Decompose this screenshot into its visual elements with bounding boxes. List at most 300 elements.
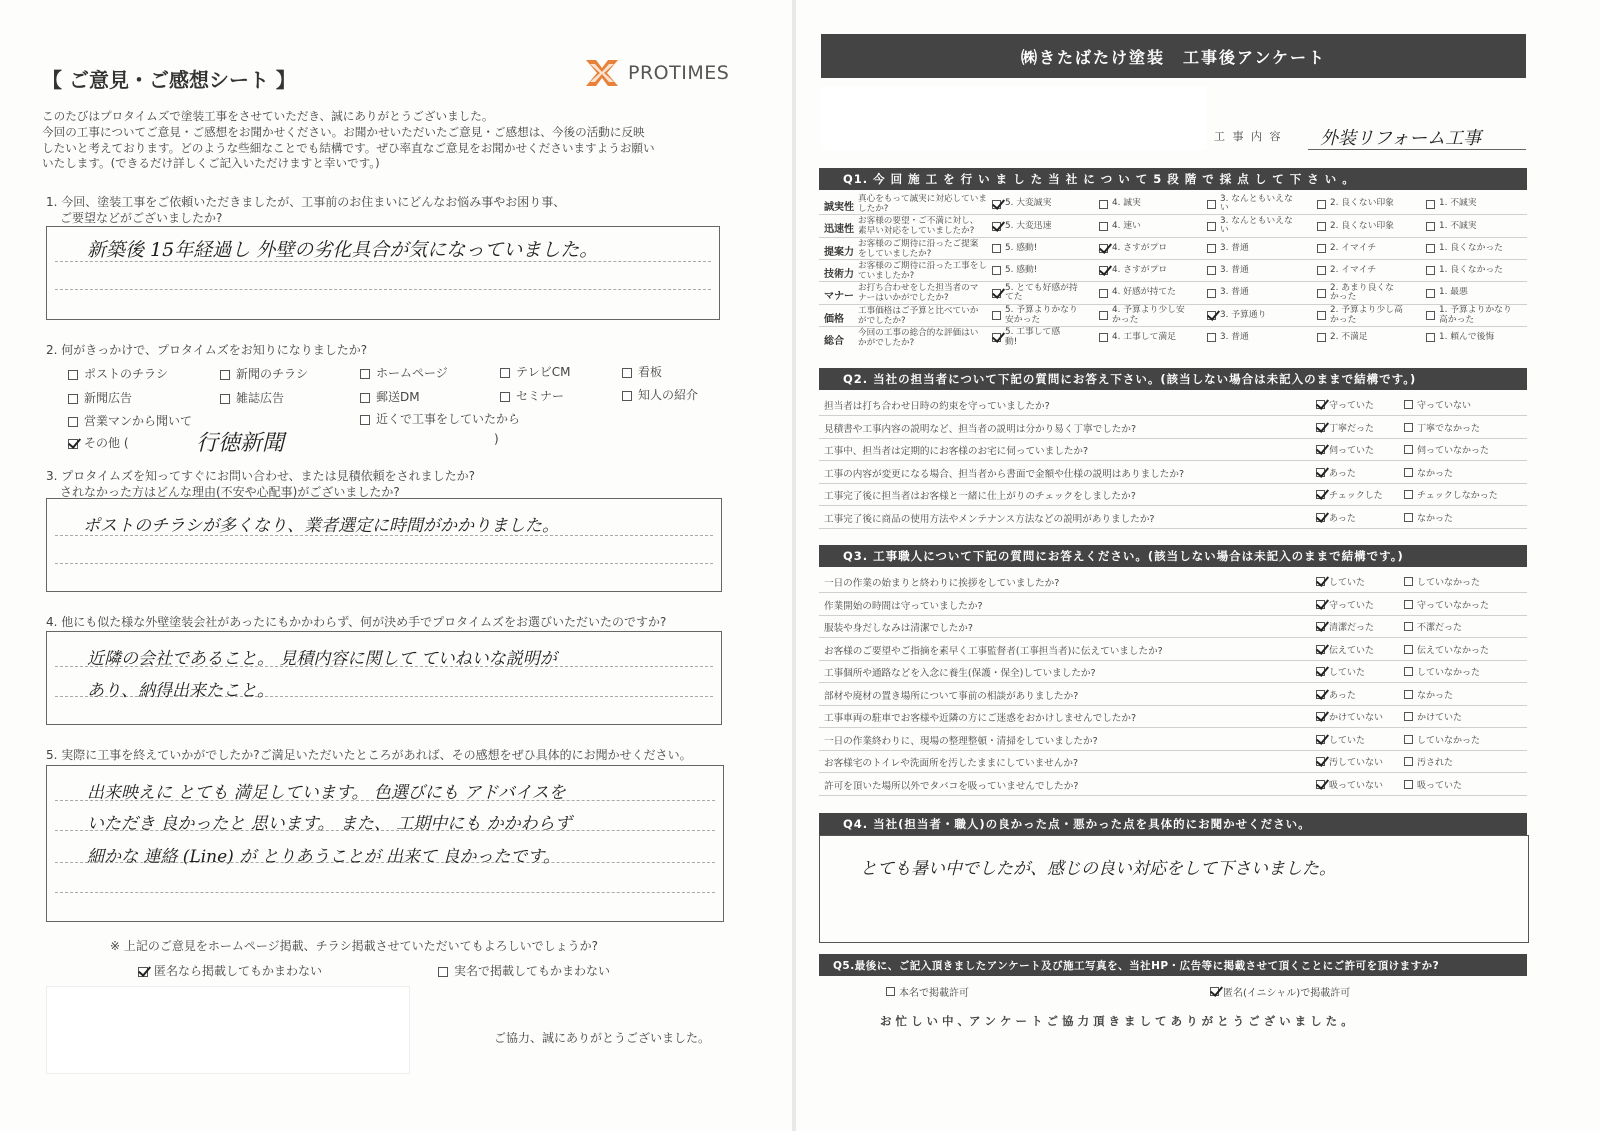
question-3-line1: 3. プロタイムズを知ってすぐにお問い合わせ、または見積依頼をされましたか? (46, 469, 476, 483)
q2-option-tv-cm[interactable] (500, 363, 571, 380)
option-label: 汚していない (1329, 758, 1384, 768)
q3-yes-option[interactable] (1316, 778, 1383, 791)
option-label: 雑誌広告 (236, 391, 285, 405)
option-label: 匿名なら掲載してもかまわない (154, 964, 323, 978)
option-label: なかった (1417, 690, 1454, 701)
q1-rating-option[interactable] (992, 283, 1078, 303)
option-label: 4. 速い (1112, 220, 1141, 231)
q3-question: 服装や身だしなみは清潔でしたか? (824, 623, 973, 634)
q1-rating-option[interactable] (1099, 216, 1141, 236)
checkbox-checked[interactable] (1316, 757, 1325, 766)
question-2: 2. 何がきっかけで、プロタイムズをお知りになりましたか? (46, 343, 368, 357)
row-divider (819, 415, 1527, 416)
q2-question: 担当者は打ち合わせ日時の約束を守っていましたか? (824, 401, 1050, 412)
checkbox[interactable] (360, 369, 370, 379)
answer-5-line2: いただき 良かったと 思います。 また、 工期中にも かかわらず (87, 814, 572, 834)
q3-question: 工事個所や通路などを入念に養生(保護・保全)していましたか? (824, 668, 1096, 679)
q5-option-real-name[interactable] (886, 984, 969, 999)
checkbox-checked[interactable] (1316, 445, 1325, 454)
option-label: 吸っていた (1417, 780, 1463, 791)
checkbox[interactable] (1207, 222, 1216, 231)
q1-rating-option[interactable] (992, 261, 1037, 281)
checkbox[interactable] (1207, 244, 1216, 253)
option-label: 1. 不誠実 (1439, 198, 1477, 209)
q1-rating-option[interactable] (1426, 239, 1503, 259)
q2-option-post-flyer[interactable] (68, 365, 168, 382)
answer-4-line2: あり、納得出来たこと。 (87, 681, 274, 701)
option-label: 守っていた (1329, 401, 1375, 411)
option-label: 4. 予算より少し安 かった (1112, 305, 1185, 325)
checkbox-checked[interactable] (1316, 400, 1325, 409)
checkbox-checked[interactable] (1210, 987, 1219, 996)
q1-question-line: かがでしたか? (858, 337, 915, 348)
row-divider (819, 505, 1527, 506)
checkbox-checked[interactable] (1207, 311, 1216, 320)
answer-5-box[interactable] (46, 765, 724, 922)
left-page (0, 0, 792, 1131)
q2-yes-option[interactable] (1316, 421, 1374, 434)
checkbox[interactable] (622, 368, 632, 378)
option-label: チェックしなかった (1417, 491, 1498, 501)
closing-text: お 忙 し い 中 、ア ン ケ ー ト ご 協 力 頂 き ま し て あ り が と う ご ざ い ま し た 。 (880, 1014, 1353, 1028)
option-label: 1. 良くなかった (1439, 242, 1503, 253)
option-label: 匿名(イニシャル)で掲載許可 (1223, 988, 1351, 999)
q1-question-line: ナーはいかがでしたか? (858, 293, 949, 304)
option-label: 1. 頼んで後悔 (1439, 332, 1495, 343)
option-label: 伝えていた (1329, 645, 1375, 656)
option-label: 1. 不誠実 (1439, 220, 1477, 231)
q1-question-line: したか? (858, 204, 889, 214)
checkbox[interactable] (1404, 690, 1413, 699)
checkbox[interactable] (1207, 200, 1216, 209)
thanks-text: ご協力、誠にありがとうございました。 (494, 1031, 711, 1045)
checkbox[interactable] (1404, 513, 1413, 522)
checkbox-checked[interactable] (1316, 712, 1325, 721)
q1-category: 迅速性 (824, 224, 854, 236)
checkbox-checked[interactable] (1316, 622, 1325, 631)
answer-5-line1: 出来映えに とても 満足しています。 色選びにも アドバイスを (87, 783, 566, 803)
q2-no-option[interactable] (1404, 421, 1480, 434)
checkbox-checked[interactable] (992, 333, 1001, 342)
option-label: 3. なんともいえな い (1220, 193, 1293, 213)
q3-yes-option[interactable] (1316, 710, 1383, 723)
q1-rating-option[interactable] (1426, 283, 1468, 303)
q3-yes-option[interactable] (1316, 575, 1365, 588)
checkbox[interactable] (1404, 468, 1413, 477)
checkbox[interactable] (220, 394, 230, 404)
q1-category: 価格 (824, 313, 844, 325)
q2-option-friend-referral[interactable] (622, 386, 698, 403)
checkbox[interactable] (1317, 222, 1326, 231)
q1-category: 誠実性 (824, 202, 854, 213)
q1-rating-option[interactable] (1317, 328, 1368, 348)
option-label: 守っていない (1417, 401, 1472, 411)
option-label: かけていた (1417, 713, 1463, 723)
checkbox-checked[interactable] (1099, 244, 1108, 253)
q1-rating-option[interactable] (1207, 261, 1249, 281)
option-label: 実名で掲載してもかまわない (454, 964, 611, 978)
q2-no-option[interactable] (1404, 511, 1453, 524)
checkbox[interactable] (68, 394, 78, 404)
checkbox[interactable] (1317, 244, 1326, 253)
row-divider (819, 528, 1527, 529)
q1-rating-option[interactable] (1317, 261, 1376, 281)
q2-question: 見積書や工事内容の説明など、担当者の説明は分かり易く丁寧でしたか? (824, 423, 1137, 435)
q3-no-option[interactable] (1404, 755, 1453, 768)
q2-question: 工事完了後に商品の使用方法やメンテナンス方法などの説明がありましたか? (824, 513, 1155, 525)
option-label: 3. 普通 (1220, 287, 1249, 298)
q2-yes-option[interactable] (1316, 488, 1383, 501)
q3-yes-option[interactable] (1316, 733, 1365, 746)
option-label: 4. 誠実 (1112, 198, 1141, 209)
option-label: 4. 工事して満足 (1112, 332, 1176, 343)
option-label: なかった (1417, 468, 1454, 479)
option-label: 不潔だった (1417, 623, 1463, 633)
option-label: 守っていた (1329, 600, 1375, 611)
option-label: 守っていなかった (1417, 600, 1490, 611)
checkbox[interactable] (68, 370, 78, 380)
sheet-title: 【 ご意見・ご感想シート 】 (42, 68, 296, 92)
checkbox[interactable] (360, 415, 370, 425)
checkbox-checked[interactable] (1316, 468, 1325, 477)
checkbox[interactable] (1099, 222, 1108, 231)
row-divider (819, 237, 1527, 238)
option-label: 5. 予算よりかなり 安かった (1005, 305, 1078, 325)
checkbox[interactable] (1404, 600, 1413, 609)
q2-yes-option[interactable] (1316, 398, 1374, 411)
q2-option-direct-mail[interactable] (360, 388, 420, 405)
q1-rating-option[interactable] (1099, 194, 1141, 214)
option-label: 2. 良くない印象 (1330, 198, 1394, 209)
option-label: 知人の紹介 (638, 388, 699, 402)
checkbox[interactable] (1317, 266, 1326, 275)
q1-question (858, 306, 978, 326)
checkbox[interactable] (1099, 311, 1108, 320)
q2-no-option[interactable] (1404, 443, 1489, 456)
checkbox[interactable] (1404, 445, 1413, 454)
q3-yes-option[interactable] (1316, 688, 1356, 701)
q1-category: マナー (824, 291, 854, 303)
checkbox[interactable] (500, 368, 510, 378)
option-label: 1. 予算よりかなり 高かった (1439, 305, 1512, 325)
checkbox[interactable] (438, 967, 448, 977)
q1-question-line: お打ち合わせをした担当者のマ (858, 283, 979, 294)
checkbox[interactable] (1207, 289, 1216, 298)
checkbox[interactable] (1317, 289, 1326, 298)
option-label: 吸っていない (1329, 780, 1384, 791)
protimes-mark-icon (582, 56, 622, 90)
row-divider (819, 615, 1527, 616)
q2-question: 工事中、担当者は定期的にお客様のお宅に伺っていましたか? (824, 446, 1089, 457)
option-label: 1. 良くなかった (1439, 265, 1503, 276)
row-divider (819, 304, 1527, 305)
q1-rating-option[interactable] (1426, 261, 1503, 281)
q3-no-option[interactable] (1404, 688, 1453, 701)
option-label: 3. 普通 (1220, 265, 1249, 276)
checkbox-checked[interactable] (1316, 513, 1325, 522)
q3-no-option[interactable] (1404, 598, 1489, 611)
work-content-label: 工 事 内 容 (1214, 130, 1283, 143)
q2-other-answer: 行徳新聞 (196, 431, 285, 456)
q1-rating-option[interactable] (1426, 194, 1477, 214)
q1-rating-option[interactable] (1207, 216, 1293, 236)
q1-question-line: がでしたか? (858, 315, 906, 326)
checkbox[interactable] (992, 311, 1001, 320)
checkbox[interactable] (886, 987, 895, 996)
checkbox[interactable] (1404, 400, 1413, 409)
q1-rating-option[interactable] (1317, 306, 1403, 326)
option-label: 丁寧でなかった (1417, 423, 1481, 434)
checkbox[interactable] (1404, 645, 1413, 654)
q1-rating-option[interactable] (1426, 328, 1494, 348)
checkbox-checked[interactable] (1099, 266, 1108, 275)
option-label: 5. とても好感が持 てた (1005, 282, 1078, 303)
checkbox-checked[interactable] (1316, 780, 1325, 789)
q2-option-other[interactable] (68, 434, 129, 451)
checkbox[interactable] (1317, 200, 1326, 209)
q2-option-magazine-ad[interactable] (220, 389, 284, 406)
q2-option-homepage[interactable] (360, 364, 448, 381)
q2-yes-option[interactable] (1316, 511, 1356, 524)
option-label: あった (1329, 468, 1356, 479)
option-label: 4. さすがプロ (1112, 265, 1168, 276)
q1-rating-option[interactable] (992, 216, 1051, 236)
option-label: していなかった (1417, 668, 1481, 678)
checkbox[interactable] (1404, 735, 1413, 744)
checkbox[interactable] (1207, 333, 1216, 342)
checkbox[interactable] (1426, 200, 1435, 209)
option-label: していなかった (1417, 578, 1481, 588)
q1-rating-option[interactable] (1317, 239, 1376, 259)
checkbox-checked[interactable] (1316, 490, 1325, 499)
q3-header: Q3. 工事職人について下記の質問にお答えください。(該当しない場合は未記入のままで結構です。) (819, 545, 1527, 567)
q1-rating-option[interactable] (992, 194, 1051, 214)
checkbox-checked[interactable] (992, 289, 1001, 298)
option-label: 新聞広告 (84, 391, 133, 405)
q3-question: 一日の作業の始まりと終わりに挨拶をしていましたか? (824, 578, 1060, 589)
question-3-line2: されなかった方はどんな理由(不安や心配事)がございましたか? (60, 485, 400, 499)
option-label: 丁寧だった (1329, 423, 1375, 434)
q1-question (858, 261, 987, 281)
q1-rating-option[interactable] (1099, 306, 1185, 326)
option-label: あった (1329, 690, 1356, 701)
checkbox[interactable] (1404, 712, 1413, 721)
answer-4-box[interactable] (46, 631, 722, 725)
option-label: チェックした (1329, 491, 1383, 501)
checkbox[interactable] (1404, 780, 1413, 789)
q1-rating-option[interactable] (1426, 306, 1512, 326)
checkbox[interactable] (1426, 222, 1435, 231)
q3-yes-option[interactable] (1316, 620, 1374, 633)
checkbox[interactable] (1404, 577, 1413, 586)
question-1-line2: ご要望などがございましたか? (60, 211, 223, 225)
q2-header: Q2. 当社の担当者について下記の質問にお答え下さい。(該当しない場合は未記入のままで結構です。) (819, 368, 1527, 390)
checkbox[interactable] (360, 393, 370, 403)
option-label: なかった (1417, 513, 1454, 524)
publish-option-anonymous[interactable] (138, 962, 322, 979)
q5-option-initials[interactable] (1210, 984, 1350, 999)
checkbox[interactable] (500, 392, 510, 402)
q1-rating-option[interactable] (1099, 328, 1176, 348)
q1-rating-option[interactable] (1317, 216, 1394, 236)
q3-no-option[interactable] (1404, 665, 1480, 678)
checkbox[interactable] (1404, 423, 1413, 432)
option-label: 2. イマイチ (1330, 265, 1377, 276)
option-label: 新聞のチラシ (236, 367, 309, 381)
checkbox-checked[interactable] (992, 222, 1001, 231)
q3-yes-option[interactable] (1316, 665, 1365, 678)
option-label: 1. 最悪 (1439, 287, 1468, 298)
q1-rating-option[interactable] (1207, 328, 1249, 348)
checkbox-checked[interactable] (992, 200, 1001, 209)
q3-yes-option[interactable] (1316, 755, 1383, 768)
checkbox[interactable] (1317, 311, 1326, 320)
q1-question-line: 素早い対応をしていましたか? (858, 226, 975, 237)
row-divider (819, 637, 1527, 638)
q3-no-option[interactable] (1404, 643, 1489, 656)
intro-line: 今回の工事についてご意見・ご感想をお聞かせください。お聞かせいただいたご意見・ご感想は、今後の活動に反映 (42, 124, 645, 139)
option-label: 2. 不満足 (1330, 332, 1368, 343)
q3-no-option[interactable] (1404, 620, 1462, 633)
checkbox[interactable] (220, 370, 230, 380)
row-divider (819, 460, 1527, 461)
checkbox-checked[interactable] (138, 967, 148, 977)
answer-1-text: 新築後 15年経過し 外壁の劣化具合が気になっていました。 (87, 239, 599, 261)
q1-rating-option[interactable] (1317, 194, 1394, 214)
q2-option-newspaper-ad[interactable] (68, 389, 132, 406)
checkbox-checked[interactable] (1316, 423, 1325, 432)
answer-3-text: ポストのチラシが多くなり、業者選定に時間がかかりました。 (83, 516, 559, 536)
q1-category: 総合 (824, 335, 844, 347)
q1-rating-option[interactable] (1099, 283, 1176, 303)
checkbox[interactable] (1099, 289, 1108, 298)
q1-question-line: 今回の工事の総合的な評価はい (858, 327, 979, 338)
checkbox[interactable] (1404, 667, 1413, 676)
checkbox[interactable] (1404, 622, 1413, 631)
checkbox[interactable] (1099, 333, 1108, 342)
row-divider (819, 281, 1527, 282)
checkbox-checked[interactable] (1316, 690, 1325, 699)
q2-question: 工事完了後に担当者はお客様と一緒に仕上がりのチェックをしましたか? (824, 491, 1136, 502)
q1-rating-option[interactable] (1207, 283, 1249, 303)
q2-option-newspaper-flyer[interactable] (220, 365, 308, 382)
q1-rating-option[interactable] (1207, 306, 1266, 326)
checkbox[interactable] (1426, 333, 1435, 342)
q1-question (858, 216, 978, 236)
option-label: ポストのチラシ (84, 367, 169, 381)
checkbox[interactable] (1426, 289, 1435, 298)
checkbox-checked[interactable] (1316, 735, 1325, 744)
option-label: 4. さすがプロ (1112, 242, 1168, 253)
q2-question: 工事の内容が変更になる場合、担当者から書面で金額や仕様の説明はありましたか? (824, 468, 1185, 480)
q1-rating-option[interactable] (992, 328, 1060, 348)
q2-option-nearby-work[interactable] (360, 410, 520, 427)
q2-option-seminar[interactable] (500, 387, 564, 404)
row-divider (819, 483, 1527, 484)
q2-yes-option[interactable] (1316, 466, 1356, 479)
checkbox[interactable] (992, 266, 1001, 275)
q1-question-line: お客様の要望・ご不満に対し、 (858, 216, 979, 227)
q3-question: 作業開始の時間は守っていましたか? (824, 600, 983, 612)
q3-no-option[interactable] (1404, 778, 1462, 791)
redacted-area (46, 986, 410, 1074)
q3-no-option[interactable] (1404, 710, 1462, 723)
q2-no-option[interactable] (1404, 398, 1471, 411)
q3-no-option[interactable] (1404, 733, 1480, 746)
checkbox[interactable] (1426, 311, 1435, 320)
question-5: 5. 実際に工事を終えていかがでしたか?ご満足いただいたところがあれば、その感想をぜひ具体的にお聞かせください。 (46, 748, 692, 762)
option-label: あった (1329, 513, 1356, 524)
checkbox[interactable] (622, 391, 632, 401)
q1-rating-option[interactable] (1426, 216, 1477, 236)
q1-category: 提案力 (824, 246, 854, 258)
row-divider (819, 795, 1527, 796)
option-label: 5. 感動! (1005, 242, 1038, 253)
option-label: していた (1329, 578, 1366, 588)
work-content-value: 外装リフォーム工事 (1320, 128, 1482, 149)
option-label: 2. あまり良くな かった (1330, 282, 1394, 303)
q3-question: 許可を頂いた場所以外でタバコを吸っていませんでしたか? (824, 780, 1079, 792)
checkbox[interactable] (992, 244, 1001, 253)
checkbox[interactable] (1404, 490, 1413, 499)
checkbox[interactable] (1404, 757, 1413, 766)
q1-rating-option[interactable] (1099, 261, 1167, 281)
q4-header: Q4. 当社(担当者・職人)の良かった点・悪かった点を具体的にお聞かせください。 (819, 813, 1527, 835)
row-divider (819, 705, 1527, 706)
q3-no-option[interactable] (1404, 575, 1480, 588)
checkbox[interactable] (1426, 244, 1435, 253)
checkbox-checked[interactable] (1316, 667, 1325, 676)
checkbox[interactable] (1099, 200, 1108, 209)
q2-option-salesperson[interactable] (68, 412, 192, 429)
q2-yes-option[interactable] (1316, 443, 1374, 456)
checkbox[interactable] (68, 417, 78, 427)
answer-4-line1: 近隣の会社であること。 見積内容に関して ていねいな説明が (87, 649, 557, 669)
intro-line: このたびはプロタイムズで塗装工事をさせていただき、誠にありがとうございました。 (42, 109, 494, 123)
option-label: 5. 工事して感 動! (1005, 327, 1061, 347)
checkbox[interactable] (1317, 333, 1326, 342)
q2-option-signboard[interactable] (622, 363, 662, 380)
checkbox[interactable] (1207, 266, 1216, 275)
q1-rating-option[interactable] (992, 306, 1078, 326)
q1-rating-option[interactable] (992, 239, 1037, 259)
answer-1-box[interactable] (46, 226, 720, 320)
checkbox-checked[interactable] (68, 439, 78, 449)
q1-question (858, 328, 978, 348)
q1-rating-option[interactable] (1317, 283, 1394, 303)
q1-rating-option[interactable] (1207, 239, 1249, 259)
q1-rating-option[interactable] (1099, 239, 1167, 259)
answer-3-box[interactable] (46, 498, 722, 592)
publish-option-real-name[interactable] (438, 962, 610, 979)
checkbox-checked[interactable] (1316, 645, 1325, 654)
checkbox-checked[interactable] (1316, 577, 1325, 586)
option-label: 伺っていなかった (1417, 446, 1490, 456)
checkbox[interactable] (1426, 266, 1435, 275)
option-label: 3. 普通 (1220, 242, 1249, 253)
option-label: 3. 予算通り (1220, 309, 1267, 320)
q2-no-option[interactable] (1404, 466, 1453, 479)
checkbox-checked[interactable] (1316, 600, 1325, 609)
q2-no-option[interactable] (1404, 488, 1498, 501)
option-label: 清潔だった (1329, 623, 1375, 633)
q4-answer-box[interactable] (819, 835, 1529, 943)
q1-rating-option[interactable] (1207, 194, 1293, 214)
q3-yes-option[interactable] (1316, 643, 1374, 656)
q3-yes-option[interactable] (1316, 598, 1374, 611)
option-label: 近くで工事をしていたから (376, 412, 521, 426)
row-divider (819, 727, 1527, 728)
